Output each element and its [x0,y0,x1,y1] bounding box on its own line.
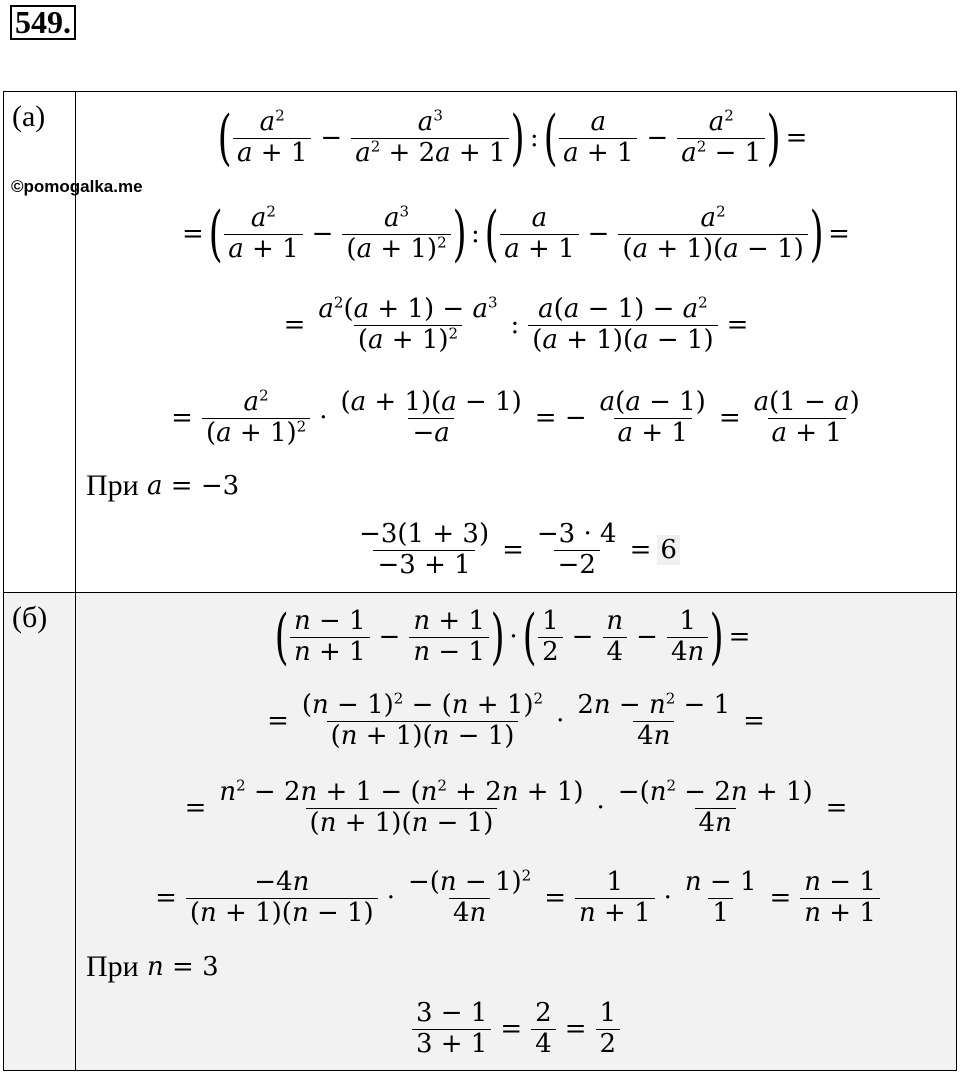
part-b-label: (б) [12,601,48,634]
part-b-row [4,593,956,1070]
part-b-line-2: = $\frac{(n - 1)^2 - (n + 1)^2}{(n + 1)(n - 1)}$ · $\frac{2n - n^2 - 1}{4n}$ = [267,688,765,751]
problem-number-box [10,5,76,40]
substitution-value: = −3 [170,471,240,501]
part-a-label: (а) [12,100,46,133]
watermark: ©pomogalka.me [11,177,143,196]
part-b-line-3: = $\frac{n^2 - 2n + 1 - (n^2 + 2n + 1)}{(n + 1)(n - 1)}$ · $\frac{-(n^2 - 2n + 1)}{4n}$ = [184,775,848,838]
substitution-value: = 3 [172,952,219,982]
answer-a: 6 [657,535,680,565]
part-b-line-4: = $\frac{-4n}{(n + 1)(n - 1)}$ · $\frac{-(n - 1)^2}{4n}$ = $\frac{1}{n + 1}$ · $\frac{n - 1}{1}$ = $\frac{n - 1}{n + 1}$ [76,855,956,941]
fraction: $\frac{a^3}{a^2 + 2a + 1}$ [351,108,509,169]
fraction: $\frac{a}{a + 1}$ [559,108,637,169]
solution-table [3,91,957,1071]
part-a-line-2: = ( $\frac{a^2}{a + 1}$ − $\frac{a^3}{(a + 1)^2}$ ) : ( $\frac{a}{a + 1}$ − $\frac{a^2}{(a + 1)(a - 1)}$ ) = [182,199,850,269]
answer-b: $\frac{1}{2}$ [596,999,621,1060]
pri-word: При [86,950,139,983]
fraction: $\frac{a^2}{a + 1}$ [233,108,311,169]
part-a-line-3: = $\frac{a^2(a + 1) - a^3}{(a + 1)^2}$ : $\frac{a(a - 1) - a^2}{(a + 1)(a - 1)}$ = [283,292,749,355]
part-a-substitution: При a = −3 [86,469,240,502]
problem-number: 549 [15,4,63,40]
part-a-line-4: = $\frac{a^2}{(a + 1)^2}$ · $\frac{(a + 1)(a - 1)}{-a}$ = − $\frac{a(a - 1)}{a + 1}$ = $\frac{a(1 - a)}{a + 1}$ [171,385,860,448]
part-b-substitution: При n = 3 [86,950,219,983]
part-b-result: $\frac{3 - 1}{3 + 1}$ = $\frac{2}{4}$ = $\frac{1}{2}$ [76,989,956,1069]
pri-word: При [86,469,139,502]
problem-number-dot: . [63,4,71,40]
fraction: $\frac{a^2}{a^2 - 1}$ [677,108,765,169]
part-a-row [4,92,956,593]
part-a-line-1: ( $\frac{a^2}{a + 1}$ − $\frac{a^3}{a^2 + 2a + 1}$ ) : ( $\frac{a}{a + 1}$ − $\frac{a^2}{a^2 - 1}$ ) = [217,103,808,173]
part-a-result: $\frac{-3(1 + 3)}{-3 + 1}$ = $\frac{-3 \cdot 4}{-2}$ = 6 [76,510,956,590]
part-b-line-1: ( $\frac{n - 1}{n + 1}$ − $\frac{n + 1}{n - 1}$ ) · ( $\frac{1}{2}$ − $\frac{n}{4}$ − $\frac{1}{4n}$ ) = [274,602,751,672]
